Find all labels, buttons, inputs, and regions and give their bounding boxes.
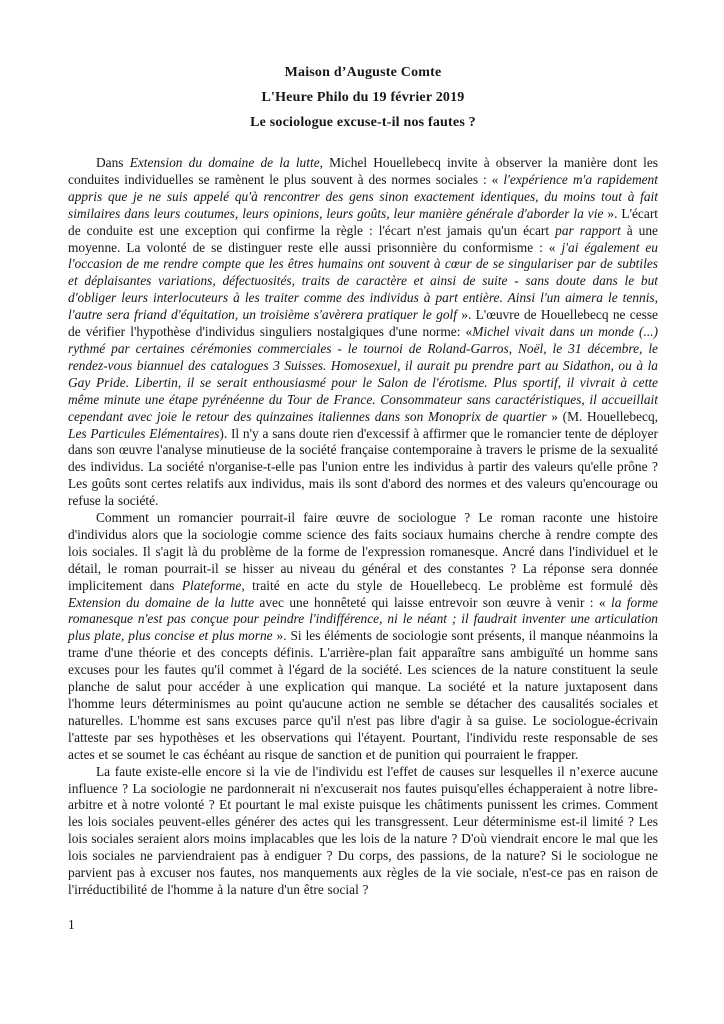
text-segment: ». L'écart de conduite est une exception qui confirme la règle : l'écart n'est jamais qu'un écart (68, 205, 658, 238)
title-organization: Maison d’Auguste Comte (284, 65, 442, 80)
page-number: 1 (68, 916, 75, 932)
document-header (68, 60, 658, 135)
italic-text-segment: par rapport (555, 222, 621, 238)
text-segment: » (M. Houellebecq, (546, 408, 659, 424)
text-segment: ». L'œuvre de Houellebecq ne cesse de vérifier l'hypothèse d'individus singuliers nostalgiques d'une norme: « (68, 307, 659, 340)
text-segment: Dans (96, 155, 130, 170)
text-segment: La faute existe-elle encore si la vie de l'individu est l'effet de causes sur lesquelles il n’exerce aucune influence ? La sociologie ne pardonnerait ni n'excuserait nos fautes puisqu'elles échapperaient à notre libre-arbitre et à notre volonté ? Et pourtant le mal existe puisque les châtiments punissent les crimes. Comment les lois sociales peuvent-elles générer des actes qui les transgressent. Leur déterminisme est-il limité ? Les lois sociales seraient alors moins implacables que les lois de la nature ? D'où viendrait encore le mal que les lois sociales ne parviendraient pas à endiguer ? Du corps, des passions, de la nature? Si le sociologue ne parvient pas à excuser nos fautes, nos manquements aux règles de la vie sociale, n'est-ce pas en raison de l'irréductibilité de l'homme à la nature d'un être social ? (68, 763, 658, 897)
paragraph (68, 155, 658, 510)
text-segment: , Michel Houellebecq invite à observer la manière dont les conduites individuelles se ramènent le plus souvent à des normes sociales : « (68, 155, 658, 187)
text-segment: avec une honnêteté qui laisse entrevoir son œuvre à venir : « (254, 594, 611, 610)
title-event-date: L'Heure Philo du 19 février 2019 (261, 90, 465, 105)
text-segment: ). Il n'y a sans doute rien d'excessif à affirmer que le romancier tente de déployer dans son œuvre l'analyse minutieuse de la société française contemporaine à travers le prisme de la sexualité des individus. La société n'organise-t-elle pas l'union entre les individus à partir des valeurs qu'elle prône ? Les goûts sont certes relatifs aux individus, mais ils sont d'abord des normes et des valeurs qu'encourage ou refuse la société. (68, 425, 658, 509)
italic-text-segment: Extension du domaine de la lutte (68, 594, 255, 610)
document-footer (68, 917, 658, 933)
paragraph (68, 510, 658, 764)
document-body (68, 155, 658, 899)
italic-text-segment: Plateforme (181, 577, 242, 593)
italic-text-segment: Extension du domaine de la lutte (129, 155, 320, 170)
paragraph (68, 764, 658, 899)
italic-text-segment: l'expérience m'a rapidement appris que je ne suis appelé qu'à rencontrer des gens sinon exactement identiques, du moins tout à fait similaires dans leurs coutumes, leurs opinions, leurs goûts, leur manière générale d'aborder la vie (68, 171, 658, 221)
text-segment: ». Si les éléments de sociologie sont présents, il manque néanmoins la trame d'une théorie et des concepts définis. L'arrière-plan fait apparaître sans ambiguïté un homme sans excuses pour les fautes qu'il commet à l'égard de la société. Les sciences de la nature constituent la seule planche de salut pour accéder à une explication qui manque. La société et la nature juxtaposent dans l'homme leurs déterminismes au point qu'aucune action ne semble se détacher des causalités sociales et naturelles. L'homme est sans excuses parce qu'il n'est pas libre d'agir à sa guise. Le sociologue-écrivain l'atteste par ses hypothèses et les observations qui l'étayent. Pourtant, l'individu reste responsable de ses actes et se soumet le cas échéant au risque de sanction et de punition qui pourraient le frapper. (68, 628, 658, 762)
italic-text-segment: Les Particules Elémentaires (68, 425, 220, 441)
text-segment: , traité en acte du style de Houellebecq. Le problème est formulé dès (241, 577, 659, 593)
italic-text-segment: Michel vivait dans un monde (...) rythmé par certaines cérémonies commerciales - le tournoi de Roland-Garros, Noël, le 31 décembre, le rendez-vous biannuel des catalogues 3 Suisses. Homosexuel, il aurait pu prendre part au Sidathon, ou à la Gay Pride. Libertin, il se serait enthousiasmé pour le Salon de l'érotisme. Plus sportif, il vivrait à cette même minute une étape pyrénéenne du Tour de France. Consommateur sans caractéristiques, il accueillait cependant avec joie le retour des quinzaines italiennes dans son Monoprix de quartier (68, 324, 658, 424)
text-segment: Comment un romancier pourrait-il faire œuvre de sociologue ? Le roman raconte une histoire d'individus alors que la sociologie comme science des faits sociaux humains cherche à rendre compte des lois sociales. Il s'agit là du problème de la forme de l'expression romanesque. Ancré dans l'individuel et le détail, le roman pourrait-il se hisser au niveau du général et des constantes ? La réponse sera donnée implicitement dans (68, 510, 658, 593)
title-topic-question: Le sociologue excuse-t-il nos fautes ? (250, 115, 476, 130)
text-segment: à une moyenne. La volonté de se distinguer reste elle aussi prisonnière du conformisme : « (68, 222, 658, 255)
italic-text-segment: j'ai également eu l'occasion de me rendre compte que les êtres humains ont souvent à cœur de se singulariser par de subtiles et déplaisantes variations, défectuosités, traits de caractère et ainsi de suite - sans doute dans le but d'obliger leurs interlocuteurs à les traiter comme des individus à part entière. Ainsi l'un aimera le tennis, l'autre sera friand d'équitation, un troisième s'avèrera pratiquer le golf (68, 239, 658, 323)
italic-text-segment: la forme romanesque n'est pas conçue pour peindre l'indifférence, ni le néant ; il faudrait inventer une articulation plus plate, plus concise et plus morne (68, 594, 659, 644)
